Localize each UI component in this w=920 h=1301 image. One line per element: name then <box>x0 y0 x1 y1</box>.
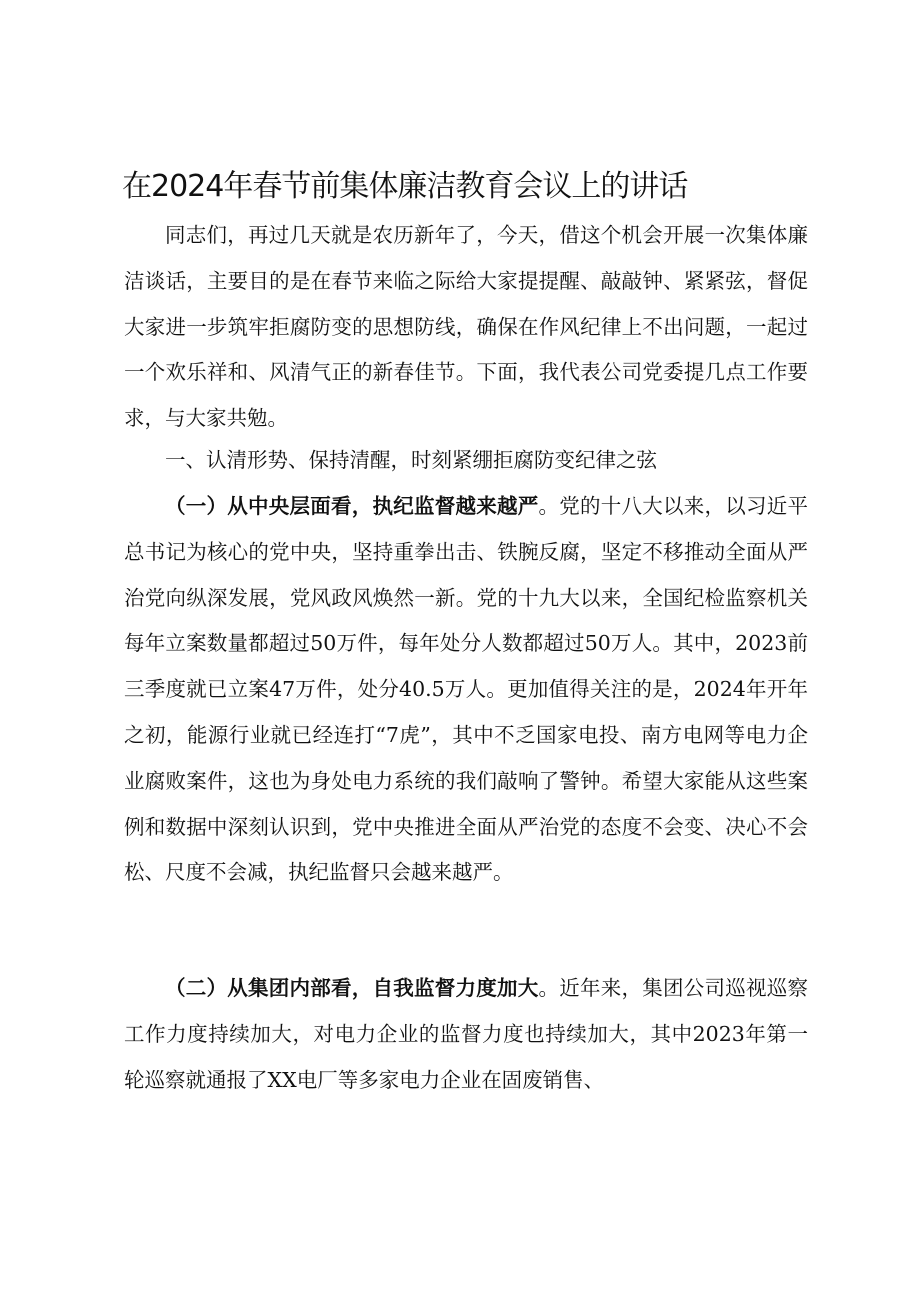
section-1-2-paragraph <box>124 966 808 1103</box>
document-title: 在2024年春节前集体廉洁教育会议上的讲话 <box>122 169 688 204</box>
section-1-2-lead: （二）从集团内部看，自我监督力度加大 <box>165 976 539 1000</box>
section-1-2-text: 。近年来，集团公司巡视巡察工作力度持续加大，对电力企业的监督力度也持续加大，其中2023年第一轮巡察就通报了XX电厂等多家电力企业在固废销售、 <box>124 976 808 1092</box>
section-1-1-lead: （一）从中央层面看，执纪监督越来越严 <box>165 494 539 518</box>
section-1-heading: 一、认清形势、保持清醒，时刻紧绷拒腐防变纪律之弦 <box>165 448 657 472</box>
section-1-1-text: 。党的十八大以来，以习近平总书记为核心的党中央，坚持重拳出击、铁腕反腐，坚定不移推动全面从严治党向纵深发展，党风政风焕然一新。党的十九大以来，全国纪检监察机关每年立案数量都超过50万件，每年处分人数都超过50万人。其中，2023前三季度就已立案47万件，处分40.5万人。更加值得关注的是，2024年开年之初，能源行业就已经连打“7虎”，其中不乏国家电投、南方电网等电力企业腐败案件，这也为身处电力系统的我们敲响了警钟。希望大家能从这些案例和数据中深刻认识到，党中央推进全面从严治党的态度不会变、决心不会松、尺度不会减，执纪监督只会越来越严。 <box>124 494 808 885</box>
intro-paragraph: 同志们，再过几天就是农历新年了，今天，借这个机会开展一次集体廉洁谈话，主要目的是在春节来临之际给大家提提醒、敲敲钟、紧紧弦，督促大家进一步筑牢拒腐防变的思想防线，确保在作风纪律上不出问题，一起过一个欢乐祥和、风清气正的新春佳节。下面，我代表公司党委提几点工作要求，与大家共勉。 <box>124 223 808 431</box>
section-1-1-paragraph <box>124 484 808 896</box>
